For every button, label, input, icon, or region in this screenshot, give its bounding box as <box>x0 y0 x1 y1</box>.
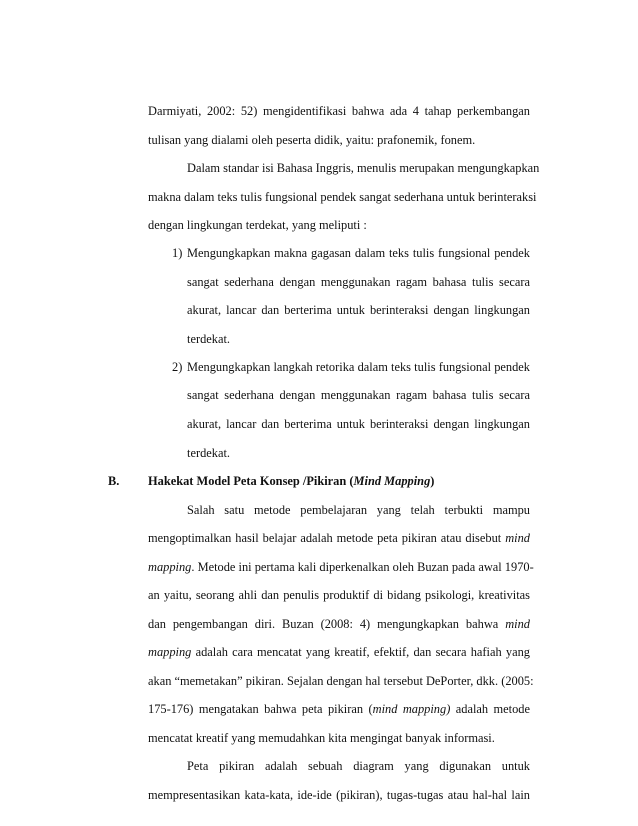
section-heading-main: Hakekat Model Peta Konsep /Pikiran ( <box>148 474 354 488</box>
paragraph-3-line-7: akan “memetakan” pikiran. Sejalan dengan hal tersebut DePorter, dkk. (2005: <box>148 674 534 688</box>
section-heading <box>148 473 434 489</box>
paragraph-3-line-1: Salah satu metode pembelajaran yang telah terbukti mampu <box>187 503 530 517</box>
paragraph-1-line-1: Darmiyati, 2002: 52) mengidentifikasi bahwa ada 4 tahap perkembangan <box>148 104 530 118</box>
paragraph-3-line-8 <box>148 701 530 717</box>
p3-l6-italic: mapping <box>148 645 192 659</box>
section-letter: B. <box>108 474 120 488</box>
paragraph-2-line-2: makna dalam teks tulis fungsional pendek sangat sederhana untuk berinteraksi <box>148 190 537 204</box>
p3-l6-text: adalah cara mencatat yang kreatif, efektif, dan secara hafiah yang <box>191 645 530 659</box>
p3-l5-italic: mind <box>505 617 530 631</box>
list-item-2-line-3: akurat, lancar dan berterima untuk berinteraksi dengan lingkungan <box>187 417 530 431</box>
section-heading-end: ) <box>430 474 435 488</box>
list-item-1-line-4: terdekat. <box>187 332 230 346</box>
paragraph-3-line-2 <box>148 530 530 546</box>
list-item-2-line-1: Mengungkapkan langkah retorika dalam teks tulis fungsional pendek <box>187 360 530 374</box>
paragraph-2-line-1: Dalam standar isi Bahasa Inggris, menulis merupakan mengungkapkan <box>187 161 540 175</box>
paragraph-4-line-2: mempresentasikan kata-kata, ide-ide (pikiran), tugas-tugas atau hal-hal lain <box>148 788 530 802</box>
paragraph-3-line-4: an yaitu, seorang ahli dan penulis produktif di bidang psikologi, kreativitas <box>148 588 530 602</box>
paragraph-3-line-5 <box>148 616 530 632</box>
paragraph-2-line-3: dengan lingkungan terdekat, yang meliputi : <box>148 218 367 232</box>
list-item-2-line-4: terdekat. <box>187 446 230 460</box>
paragraph-4-line-1: Peta pikiran adalah sebuah diagram yang digunakan untuk <box>187 759 530 773</box>
p3-l3-italic: mapping <box>148 560 192 574</box>
list-item-2-line-2: sangat sederhana dengan menggunakan ragam bahasa tulis secara <box>187 388 530 402</box>
paragraph-3-line-6 <box>148 644 530 660</box>
p3-l8-text-a: 175-176) mengatakan bahwa peta pikiran ( <box>148 702 373 716</box>
p3-l5-text: dan pengembangan diri. Buzan (2008: 4) mengungkapkan bahwa <box>148 617 506 631</box>
paragraph-1-line-2: tulisan yang dialami oleh peserta didik, yaitu: prafonemik, fonem. <box>148 133 476 147</box>
p3-l8-italic: mind mapping) <box>372 702 451 716</box>
list-item-1-line-3: akurat, lancar dan berterima untuk berinteraksi dengan lingkungan <box>187 303 530 317</box>
p3-l2-text: mengoptimalkan hasil belajar adalah metode peta pikiran atau disebut <box>148 531 506 545</box>
list-item-1-number: 1) <box>172 246 183 260</box>
p3-l8-text-b: adalah metode <box>450 702 530 716</box>
p3-l3-text: . Metode ini pertama kali diperkenalkan oleh Buzan pada awal 1970- <box>191 560 534 574</box>
paragraph-3-line-3 <box>148 559 534 575</box>
list-item-2-number: 2) <box>172 360 183 374</box>
section-heading-italic: Mind Mapping <box>353 474 431 488</box>
p3-l2-italic: mind <box>505 531 530 545</box>
paragraph-3-line-9: mencatat kreatif yang memudahkan kita mengingat banyak informasi. <box>148 731 495 745</box>
list-item-1-line-2: sangat sederhana dengan menggunakan ragam bahasa tulis secara <box>187 275 530 289</box>
list-item-1-line-1: Mengungkapkan makna gagasan dalam teks tulis fungsional pendek <box>187 246 530 260</box>
